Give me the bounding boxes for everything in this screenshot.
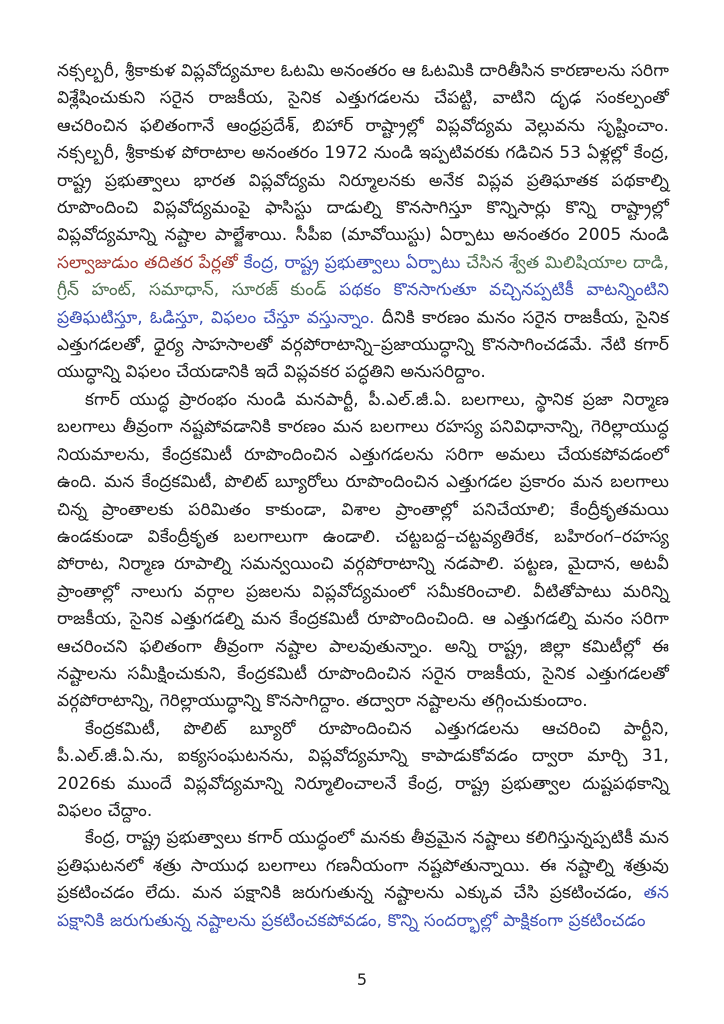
paragraph-1-highlight-red: సల్వాజుడుం తదితర పేర్లతో bbox=[57, 252, 244, 273]
document-body bbox=[57, 58, 669, 935]
paragraph-4-text: కేంద్ర, రాష్ట్ర ప్రభుత్వాలు కగార్ యుద్ధంలో మనకు తీవ్రమైన నష్టాలు కలిగిస్తున్నప్పటికీ మన ప్రతిఘటనలో శత్రు సాయుధ బలగాలు గణనీయంగా నష్టపోతున్నాయి. ఈ నష్టాల్ని శత్రువు ప్రకటించడం లేదు. మన పక్షానికి జరుగుతున్న నష్టాలను ఎక్కువ చేసి ప్రకటించడం, bbox=[57, 828, 669, 904]
paragraph-4 bbox=[57, 825, 669, 935]
paragraph-1-text-end: దీనికి కారణం మనం సరైన రాజకీయ, సైనిక ఎత్తుగడలతో, ధైర్య సాహసాలతో వర్గపోరాటాన్ని–ప్రజాయుద్ధాన్ని కొనసాగించడమే. నేటి కగార్ యుద్ధాన్ని విఫలం చేయడానికి ఇదే విప్లవకర పద్ధతిని అనుసరిద్దాం. bbox=[57, 307, 670, 383]
paragraph-1-highlight-blue-1: కేంద్ర, రాష్ట్ర ప్రభుత్వాలు ఏర్పాటు bbox=[243, 252, 467, 273]
paragraph-2-text: కగార్ యుద్ధ ప్రారంభం నుండి మనపార్టీ, పీ.ఎల్.జీ.ఏ. బలగాలు, స్థానిక ప్రజా నిర్మాణ బలగాలు తీవ్రంగా నష్టపోవడానికి కారణం మన బలగాలు రహస్య పనివిధానాన్ని, గెరిల్లాయుద్ధ నియమాలను, కేంద్రకమిటీ రూపొందించిన ఎత్తుగడలను సరిగా అమలు చేయకపోవడంలో ఉంది. మన కేంద్రకమిటీ, పొలిట్ బ్యూరోలు రూపొందించిన ఎత్తుగడల ప్రకారం మన బలగాలు చిన్న ప్రాంతాలకు పరిమితం కాకుండా, విశాల ప్రాంతాల్లో పనిచేయాలి; కేంద్రీకృతమయి ఉండకుండా వికేంద్రీకృత బలగాలుగా ఉండాలి. చట్టబద్ద–చట్టవ్యతిరేక, బహిరంగ–రహస్య పోరాట, నిర్మాణ రూపాల్ని సమన్వయించి వర్గపోరాటాన్ని నడపాలి. పట్టణ, మైదాన, అటవీ ప్రాంతాల్లో నాలుగు వర్గాల ప్రజలను విప్లవోద్యమంలో సమీకరించాలి. వీటితోపాటు మరిన్ని రాజకీయ, సైనిక ఎత్తుగడల్ని మన కేంద్రకమిటీ రూపొందించింది. ఆ ఎత్తుగడల్ని మనం సరిగా ఆచరించని ఫలితంగా తీవ్రంగా నష్టాల పాలవుతున్నాం. అన్ని రాష్ట్ర, జిల్లా కమిటీల్లో ఈ నష్టాలను సమీక్షించుకుని, కేంద్రకమిటీ రూపొందించిన సరైన రాజకీయ, సైనిక ఎత్తుగడలతో వర్గపోరాటాన్ని, గెరిల్లాయుద్ధాన్ని కొనసాగిద్దాం. తద్వారా నష్టాలను తగ్గించుకుందాం. bbox=[57, 389, 669, 712]
paragraph-1-text: నక్సల్బరీ, శ్రీకాకుళ విప్లవోద్యమాల ఓటమి అనంతరం ఆ ఓటమికి దారితీసిన కారణాలను సరిగా విశ్లేషించుకుని సరైన రాజకీయ, సైనిక ఎత్తుగడలను చేపట్టి, వాటిని దృఢ సంకల్పంతో ఆచరించిన ఫలితంగానే ఆంధ్రప్రదేశ్, బిహార్ రాష్ట్రాల్లో విప్లవోద్యమ వెల్లువను సృష్టించాం. నక్సల్బరీ, శ్రీకాకుళ పోరాటాల అనంతరం 1972 నుండి ఇప్పటివరకు గడిచిన 53 ఏళ్లల్లో కేంద్ర, రాష్ట్ర ప్రభుత్వాలు భారత విప్లవోద్యమ నిర్మూలనకు అనేక విప్లవ ప్రతిఘాతక పథకాల్ని రూపొందించి విప్లవోద్యమంపై ఫాసిస్టు దాడుల్ని కొనసాగిస్తూ కొన్నిసార్లు కొన్ని రాష్ట్రాల్లో విప్లవోద్యమాన్ని నష్టాల పాల్జేశాయి. సీపీఐ (మావోయిస్టు) ఏర్పాటు అనంతరం 2005 నుండి bbox=[57, 61, 669, 246]
paragraph-1-highlight-blue-2: పథకం కొనసాగుతూ వచ్చినప్పటికీ వాటన్నింటిని ప్రతిఘటిస్తూ, ఓడిస్తూ, విఫలం చేస్తూ వస్తున్నాం. bbox=[57, 280, 669, 328]
paragraph-4-highlight-blue: తన పక్షానికి జరుగుతున్న నష్టాలను ప్రకటించకపోవడం, కొన్ని సందర్భాల్లో పాక్షికంగా ప్రకటించడం bbox=[57, 883, 669, 931]
page-number: 5 bbox=[356, 970, 368, 989]
paragraph-1-highlight-green: చేసిన శ్వేత మిలిషియాల దాడి, గ్రీన్ హంట్, సమాధాన్, సూరజ్ కుండ్ bbox=[57, 252, 669, 301]
paragraph-1 bbox=[57, 58, 669, 387]
paragraph-3 bbox=[57, 716, 669, 826]
paragraph-2 bbox=[57, 387, 669, 716]
paragraph-3-text: కేంద్రకమిటీ, పొలిట్ బ్యూరో రూపొందించిన ఎత్తుగడలను ఆచరించి పార్టీని, పీ.ఎల్.జీ.ఏ.ను, ఐక్యసంఘటనను, విప్లవోద్యమాన్ని కాపాడుకోవడం ద్వారా మార్చి 31, 2026కు ముందే విప్లవోద్యమాన్ని నిర్మూలించాలనే కేంద్ర, రాష్ట్ర ప్రభుత్వాల దుష్టపథకాన్ని విఫలం చేద్దాం. bbox=[57, 718, 669, 821]
